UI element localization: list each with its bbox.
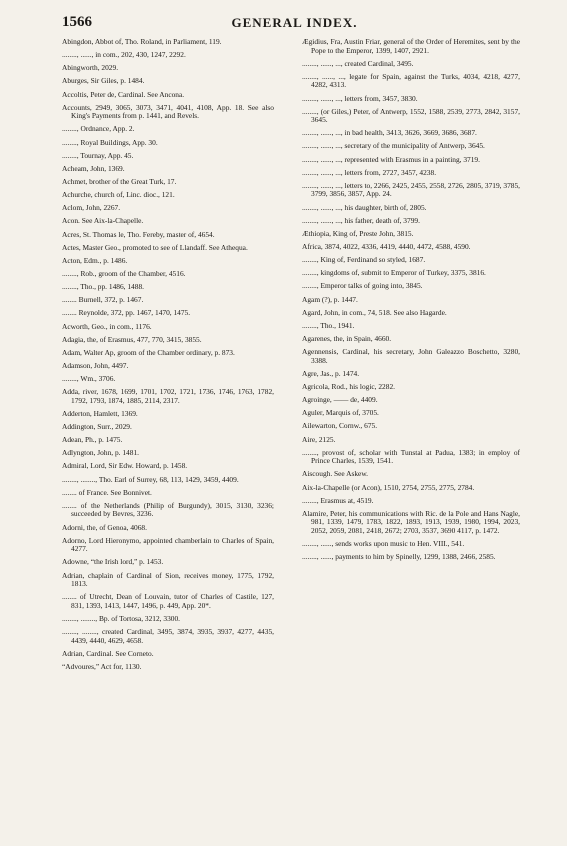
index-entry: Aiscough. See Askew. (302, 469, 369, 479)
index-entry: ........, King of, Ferdinand so styled, 1687. (302, 255, 426, 265)
index-entry: ........, ......, ..., letters to, 2266, 2425, 2455, 2558, 2726, 2805, 3719, 3785, 3799, 3856, 3857, App. 24. (302, 180, 520, 199)
index-entry: ........, ......, ..., represented with Erasmus in a painting, 3719. (302, 154, 480, 164)
index-entry: ........, Ordnance, App. 2. (62, 124, 135, 134)
index-entry: ........, kingdoms of, submit to Emperor of Turkey, 3375, 3816. (302, 268, 486, 278)
index-entry: Accoltis, Peter de, Cardinal. See Ancona. (62, 89, 185, 99)
index-entry: ........, ......, ..., his daughter, birth of, 2805. (302, 202, 427, 212)
index-entry: Agarenes, the, in Spain, 4660. (302, 334, 392, 343)
index-entry: Addington, Surr., 2029. (62, 422, 132, 432)
left-index-column (62, 38, 274, 676)
index-entry: ........, (or Giles,) Peter, of Antwerp, 1552, 1588, 2539, 2773, 2842, 3157, 3645. (302, 106, 520, 125)
index-entry: Africa, 3874, 4022, 4336, 4419, 4440, 4472, 4588, 4590. (302, 242, 471, 252)
index-entry: ........, Royal Buildings, App. 30. (62, 137, 158, 147)
index-entry: ........ of the Netherlands (Philip of Burgundy), 3015, 3130, 3236; succeeded by Bevres, 3236. (62, 500, 274, 519)
index-entry: Abingworth, 2029. (62, 63, 119, 73)
index-entry: Accounts, 2949, 3065, 3073, 3471, 4041, 4108, App. 18. See also King's Payments from p. 1441, and Revels. (62, 102, 274, 121)
index-entry: Adorni, the, of Genoa, 4068. (62, 522, 147, 532)
index-entry: Acton, Edm., p. 1486. (62, 255, 128, 265)
index-entry: Alamire, Peter, his communications with Ric. de la Pole and Hans Nagle, 981, 1339, 1479, 1783, 1822, 1893, 1913, 1939, 1980, 1994, 2023, 2052, 2059, 2081, 2418, 2672; 2703, 3537, 3690 4117, p. 1472. (302, 508, 520, 535)
index-entry: Agard, John, in com., 74, 518. See also Hagarde. (302, 307, 447, 317)
index-entry: Adrian, chaplain of Cardinal of Sion, receives money, 1775, 1792, 1813. (62, 570, 274, 589)
index-entry: Agre, Jas., p. 1474. (302, 368, 360, 378)
index-entry: ........, Erasmus at, 4519. (302, 495, 374, 505)
index-entry: Agennensis, Cardinal, his secretary, John Galeazzo Boschetto, 3280, 3388. (302, 347, 520, 365)
index-entry: “Advoures,” Act for, 1130. (62, 661, 142, 671)
index-entry: ........ Reynolde, 372, pp. 1467, 1470, 1475. (62, 308, 191, 318)
index-entry: ........, ......, ..., in bad health, 3413, 3626, 3669, 3686, 3687. (302, 128, 477, 138)
index-entry: Achmet, brother of the Great Turk, 17. (62, 176, 177, 186)
index-entry: Adamson, John, 4497. (62, 360, 129, 370)
page-title: GENERAL INDEX. (231, 15, 358, 30)
index-entry: ........, Rob., groom of the Chamber, 4516. (62, 268, 186, 278)
index-entry: ........, ......, ..., letters from, 3457, 3830. (302, 93, 418, 103)
index-entry: ........, provost of, scholar with Tunstal at Padua, 1383; in employ of Prince Charles, 1539, 1541. (302, 447, 520, 466)
index-entry: Acworth, Geo., in com., 1176. (62, 321, 152, 331)
index-entry: ........, Wm., 3706. (62, 374, 116, 384)
index-entry: Æthiopia, King of, Preste John, 3815. (302, 228, 414, 238)
index-entry: Actes, Master Geo., promoted to see of Llandaff. See Athequa. (62, 242, 248, 252)
index-entry: Agricola, Rod., his logic, 2282. (302, 381, 395, 391)
index-entry: ........ of Utrecht, Dean of Louvain, tutor of Charles of Castile, 127, 831, 1393, 1413, 1447, 1496, p. 449, App. 20*. (62, 592, 274, 610)
index-entry: Agroinge, —— de, 4409. (302, 395, 378, 405)
index-entry: Agam (?), p. 1447. (302, 294, 358, 304)
index-entry: Adda, river, 1678, 1699, 1701, 1702, 1721, 1736, 1746, 1763, 1782, 1792, 1793, 1874, 1885, 2114, 2317. (62, 387, 274, 405)
index-entry: Aclom, John, 2267. (62, 203, 121, 213)
index-entry: ........, Tournay, App. 45. (62, 150, 134, 160)
index-entry: ........, ......, ..., created Cardinal, 3495. (302, 58, 414, 68)
page-number: 1566 (62, 14, 92, 30)
index-entry: Adorno, Lord Hieronymo, appointed chamberlain to Charles of Spain, 4277. (62, 535, 274, 554)
index-entry: Acon. See Aix-la-Chapelle. (62, 216, 144, 226)
index-entry: ........, ......, sends works upon music to Hen. VIII., 541. (302, 539, 465, 549)
index-entry: Adagia, the, of Erasmus, 477, 770, 3415, 3855. (62, 334, 202, 344)
index-entry: Ægidius, Fra, Austin Friar, general of the Order of Heremites, sent by the Pope to the Emperor, 1399, 1407, 2921. (302, 37, 520, 55)
index-entry: Adowne, “the Irish lord,” p. 1453. (62, 557, 164, 567)
index-entry: ........, ........, Tho. Earl of Surrey, 68, 113, 1429, 3459, 4409. (62, 474, 239, 484)
page-header (62, 14, 527, 32)
index-entry: Aburges, Sir Giles, p. 1484. (62, 76, 145, 86)
index-entry: Admiral, Lord, Sir Edw. Howard, p. 1458. (62, 461, 188, 471)
index-entry: ........, Tho., pp. 1486, 1488. (62, 282, 144, 292)
index-entry: ........, ......, ..., letters from, 2727, 3457, 4238. (302, 167, 437, 177)
index-entry: Ailewarton, Cornw., 675. (302, 421, 378, 431)
index-entry: Adderton, Hamlett, 1369. (62, 408, 138, 418)
index-entry: ........, ......, ..., secretary of the municipality of Antwerp, 3645. (302, 141, 485, 151)
index-entry: ........, ........, Bp. of Tortosa, 3212, 3300. (62, 613, 181, 623)
index-entry: ........, ......, payments to him by Spinelly, 1299, 1388, 2466, 2585. (302, 552, 496, 562)
index-entry: Aire, 2125. (302, 434, 336, 444)
index-entry: Adrian, Cardinal. See Corneto. (62, 648, 154, 658)
index-entry: ........ of France. See Bonnivet. (62, 487, 152, 497)
index-entry: Achurche, church of, Linc. dioc., 121. (62, 190, 175, 200)
index-entry: Adlyngton, John, p. 1481. (62, 448, 139, 458)
index-entry: ........, ......, ..., legate for Spain, against the Turks, 4034, 4218, 4277, 4282, 4313. (302, 71, 520, 90)
index-entry: Aguler, Marquis of, 3705. (302, 408, 379, 418)
index-entry: Aix-la-Chapelle (or Acon), 1510, 2754, 2755, 2775, 2784. (302, 482, 475, 492)
index-entry: ........, Emperor talks of going into, 3845. (302, 281, 423, 291)
index-entry: ........, ......, ..., his father, death of, 3799. (302, 215, 420, 225)
index-entry: Adean, Ph., p. 1475. (62, 435, 123, 445)
index-entry: ........ Burnell, 372, p. 1467. (62, 295, 144, 305)
index-entry: Acres, St. Thomas le, Tho. Fereby, master of, 4654. (62, 229, 215, 239)
index-entry: ........, ......, in com., 202, 430, 1247, 2292. (62, 50, 186, 60)
index-entry: Acheam, John, 1369. (62, 163, 125, 173)
index-entry: Abingdon, Abbot of, Tho. Roland, in Parliament, 119. (62, 37, 222, 46)
right-index-column (302, 38, 520, 566)
index-entry: ........, ........, created Cardinal, 3495, 3874, 3935, 3937, 4277, 4435, 4439, 4440, 4629, 4658. (62, 627, 274, 645)
index-entry: Adam, Walter Ap, groom of the Chamber ordinary, p. 873. (62, 347, 235, 357)
index-entry: ........, Tho., 1941. (302, 320, 355, 330)
